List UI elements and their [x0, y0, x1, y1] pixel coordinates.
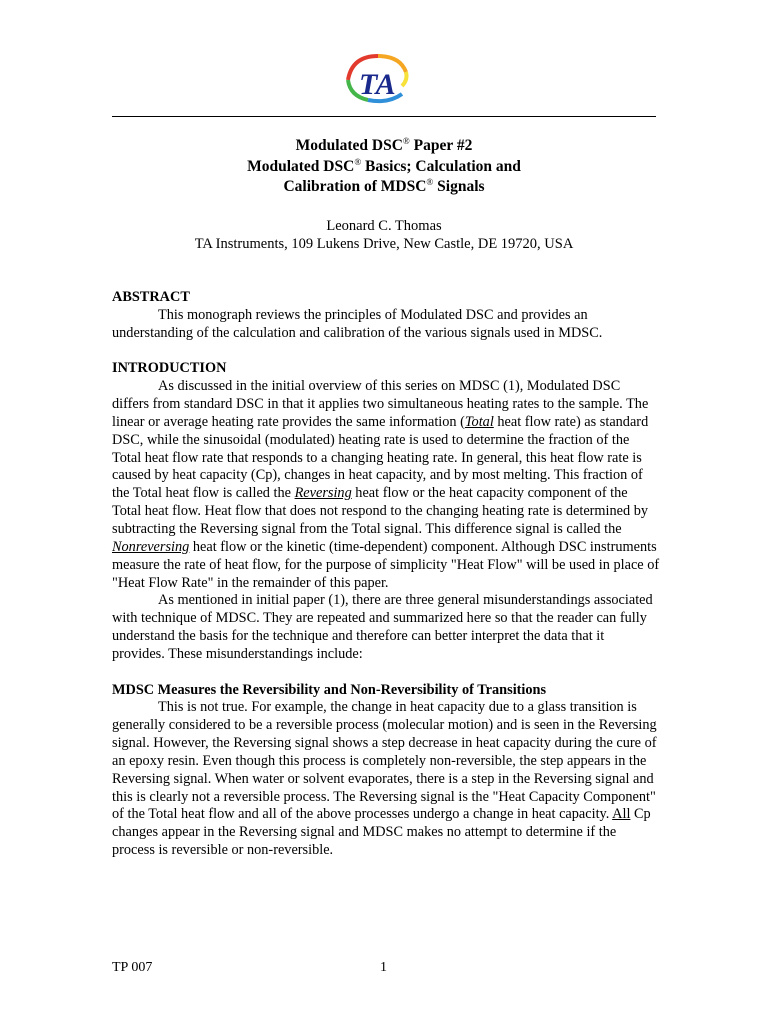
logo-text: TA — [359, 68, 396, 101]
paper-title: Modulated DSC® Paper #2 Modulated DSC® Basics; Calculation and Calibration of MDSC® Signals — [247, 136, 521, 195]
abstract-text: This monograph reviews the principles of Modulated DSC and provides an understanding of the calculation and calibration of the various signals used in MDSC. — [112, 306, 603, 341]
introduction-paragraph-2: As mentioned in initial paper (1), there are three general misunderstandings associated with technique of MDSC. They are repeated and summarized here so that the reader can fully understand the basis for the technique and therefore can better interpret the data that it provides. These misunderstandings include: — [112, 592, 653, 662]
introduction-paragraph-1: As discussed in the initial overview of this series on MDSC (1), Modulated DSC differs from standard DSC in that it applies two simultaneous heating rates to the sample. The linear or average heating rate provides the same information (Total heat flow rate) as standard DSC, while the sinusoidal (modulated) heating rate is used to determine the fraction of the Total heat flow rate that responds to a changing heating rate. In general, this heat flow rate is caused by heat capacity (Cp), changes in heat capacity, and by most melting. This fraction of the Total heat flow is called the Reversing heat flow or the heat capacity component of the Total heat flow. Heat flow that does not respond to the changing heating rate is determined by subtracting the Reversing signal from the Total signal. This difference signal is called the Nonreversing heat flow or the kinetic (time-dependent) component. Although DSC instruments measure the rate of heat flow, for the purpose of simplicity "Heat Flow" will be used in place of "Heat Flow Rate" in the remainder of this paper. — [112, 378, 660, 591]
header-divider — [112, 116, 656, 117]
paper-body — [112, 289, 660, 860]
ta-instruments-logo — [342, 50, 412, 106]
section-heading: MDSC Measures the Reversibility and Non-Reversibility of Transitions — [112, 681, 547, 698]
term-reversing: Reversing — [294, 485, 352, 502]
term-total: Total — [464, 413, 494, 430]
page-number: 1 — [380, 960, 387, 975]
introduction-heading: INTRODUCTION — [112, 360, 227, 377]
term-nonreversing: Nonreversing — [112, 538, 190, 555]
author-block — [112, 217, 656, 253]
author-name: Leonard C. Thomas — [326, 218, 442, 234]
abstract-heading: ABSTRACT — [112, 289, 190, 305]
term-all: All — [612, 806, 631, 823]
author-affiliation: TA Instruments, 109 Lukens Drive, New Castle, DE 19720, USA — [194, 236, 574, 252]
section-paragraph: This is not true. For example, the change in heat capacity due to a glass transition is generally considered to be a reversible process (molecular motion) and is seen in the Reversing signal. However, the Reversing signal shows a step decrease in heat capacity during the cure of an epoxy resin. Even though this process is completely non-reversible, the step appears in the Reversing signal. When water or solvent evaporates, there is a step in the Reversing signal and this is clearly not a reversible process. The Reversing signal is the "Heat Capacity Component" of the Total heat flow and all of the above processes undergo a change in heat capacity. All Cp changes appear in the Reversing signal and MDSC makes no attempt to determine if the process is reversible or non-reversible. — [112, 699, 657, 859]
document-id: TP 007 — [112, 960, 153, 975]
